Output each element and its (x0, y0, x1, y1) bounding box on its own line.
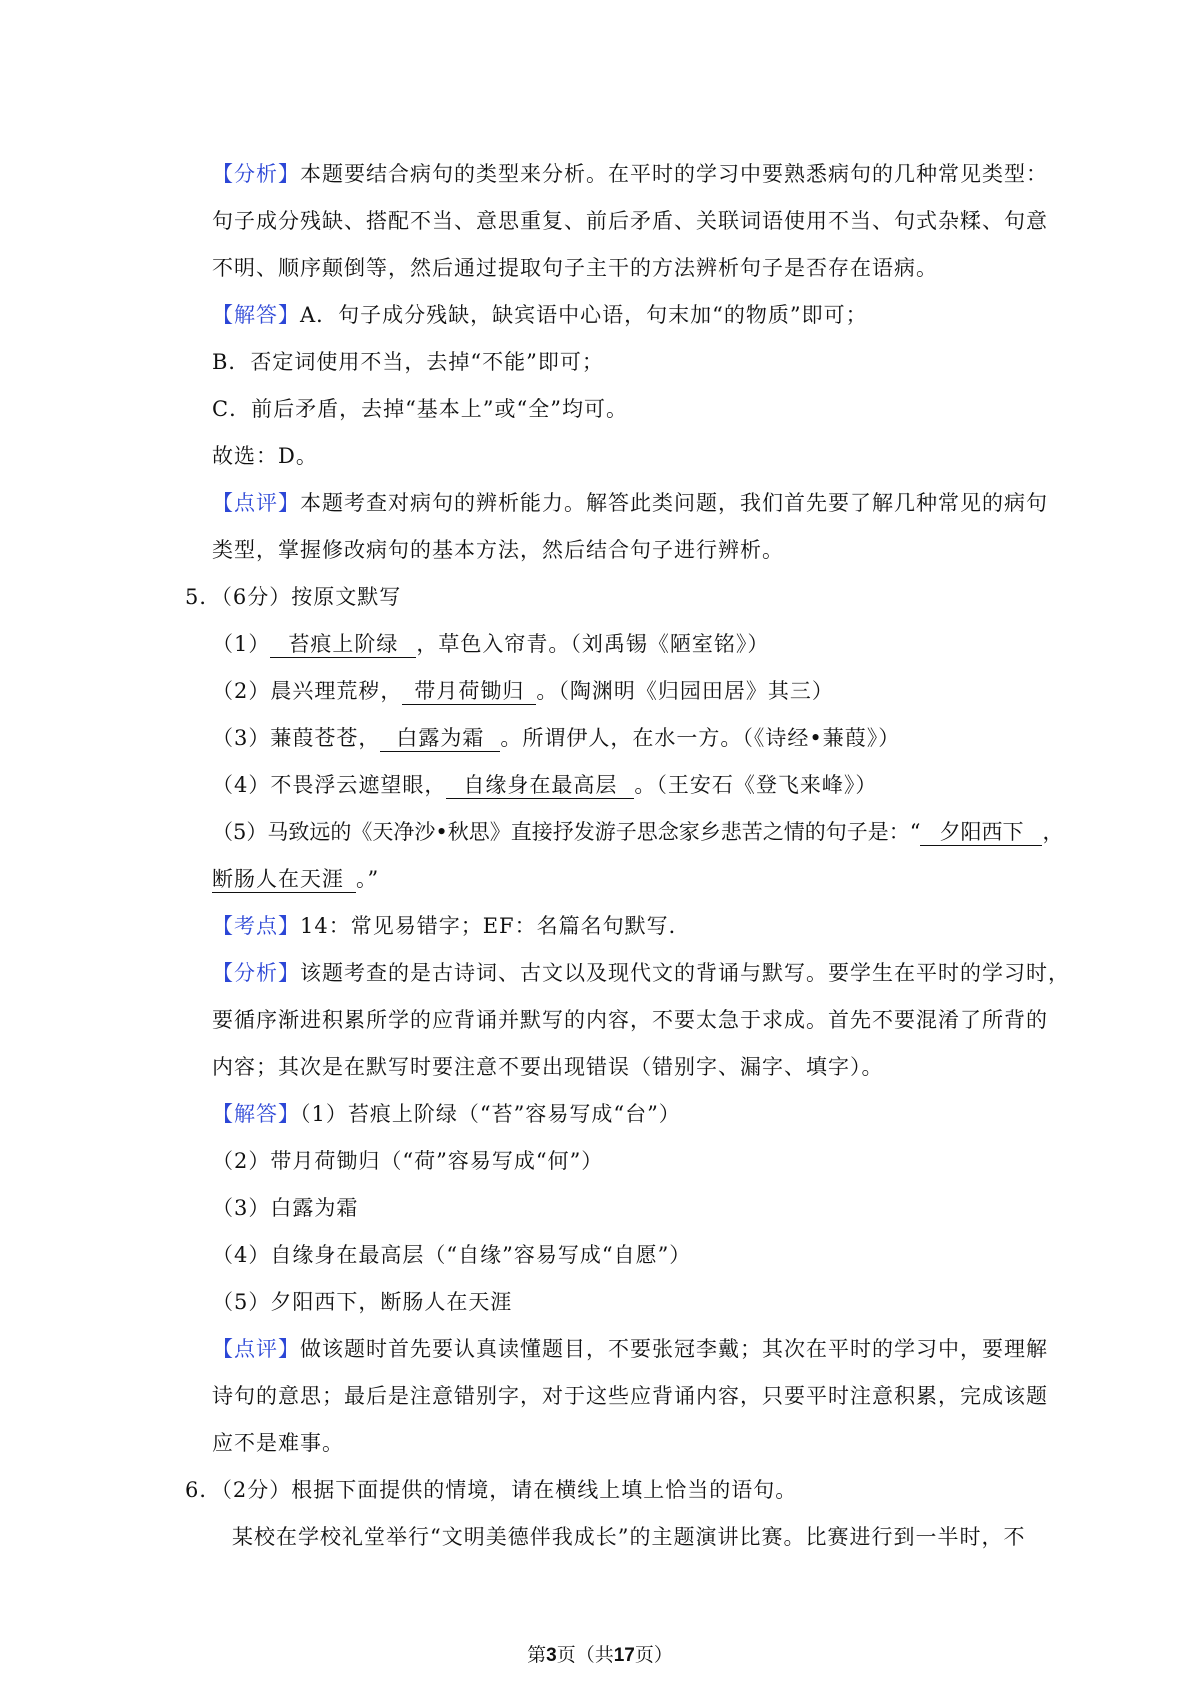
answer-tag: 【解答】 (212, 1102, 300, 1126)
analysis-tag: 【分析】 (212, 162, 300, 186)
page-total: 17 (613, 1645, 635, 1666)
q5-answer-blank-3: 白露为霜 (380, 725, 500, 752)
q4-answer-line-2: B．否定词使用不当，去掉“不能”即可； (212, 350, 604, 374)
q5-answer-blank-5b: 断肠人在天涯 (212, 866, 356, 893)
q5-item-5: （5）马致远的《天净沙•秋思》直接抒发游子思念家乡悲苦之情的句子是：“ 夕阳西下 ， (212, 820, 1064, 844)
q5-comment-line-2: 诗句的意思；最后是注意错别字，对于这些应背诵内容，只要平时注意积累，完成该题 (212, 1384, 1048, 1408)
q5-answer-blank-2: 带月荷锄归 (402, 678, 536, 705)
point-tag: 【考点】 (212, 914, 300, 938)
q5-comment-line-3: 应不是难事。 (212, 1431, 344, 1455)
q5-answer-line-5: （5）夕阳西下，断肠人在天涯 (212, 1290, 513, 1314)
page-number: 3 (546, 1645, 557, 1666)
q5-analysis-line-3: 内容；其次是在默写时要注意不要出现错误（错别字、漏字、填字）。 (212, 1055, 884, 1079)
q4-answer-line-3: C．前后矛盾，去掉“基本上”或“全”均可。 (212, 397, 629, 421)
q5-answer-blank-5a: 夕阳西下 (920, 819, 1042, 846)
q4-analysis-line-1: 【分析】本题要结合病句的类型来分析。在平时的学习中要熟悉病句的几种常见类型： (212, 162, 1048, 186)
q4-comment-line-1: 【点评】本题考查对病句的辨析能力。解答此类问题，我们首先要了解几种常见的病句 (212, 491, 1048, 515)
q4-answer-line-1: 【解答】A．句子成分残缺，缺宾语中心语，句末加“的物质”即可； (212, 303, 868, 327)
q5-item-2: （2）晨兴理荒秽， 带月荷锄归 。（陶渊明《归园田居》其三） (212, 679, 834, 703)
q5-stem: 5．（6分）按原文默写 (185, 585, 402, 609)
q5-analysis-line-1: 【分析】该题考查的是古诗词、古文以及现代文的背诵与默写。要学生在平时的学习时， (212, 961, 1070, 985)
q5-answer-line-3: （3）白露为霜 (212, 1196, 359, 1220)
answer-tag: 【解答】 (212, 303, 300, 327)
q5-answer-line-2: （2）带月荷锄归（“荷”容易写成“何”） (212, 1149, 604, 1173)
q4-analysis-line-3: 不明、顺序颠倒等，然后通过提取句子主干的方法辨析句子是否存在语病。 (212, 256, 938, 280)
q5-item-5-cont: 断肠人在天涯 。” (212, 867, 380, 891)
q5-analysis-line-2: 要循序渐进积累所学的应背诵并默写的内容，不要太急于求成。首先不要混淆了所背的 (212, 1008, 1048, 1032)
q5-answer-blank-4: 自缘身在最高层 (446, 772, 634, 799)
q5-item-1: （1） 苔痕上阶绿 ，草色入帘青。（刘禹锡《陋室铭》） (212, 632, 770, 656)
q4-answer-line-4: 故选：D。 (212, 444, 318, 468)
page-footer: 第3页（共17页） (527, 1644, 673, 1666)
analysis-tag: 【分析】 (212, 961, 300, 985)
q5-comment-line-1: 【点评】做该题时首先要认真读懂题目，不要张冠李戴；其次在平时的学习中，要理解 (212, 1337, 1048, 1361)
q5-answer-blank-1: 苔痕上阶绿 (270, 631, 416, 658)
q5-point-line: 【考点】14：常见易错字；EF：名篇名句默写． (212, 914, 691, 938)
q6-text: 某校在学校礼堂举行“文明美德伴我成长”的主题演讲比赛。比赛进行到一半时，不 (232, 1525, 1026, 1549)
comment-tag: 【点评】 (212, 1337, 300, 1361)
q5-item-4: （4）不畏浮云遮望眼， 自缘身在最高层 。（王安石《登飞来峰》） (212, 773, 878, 797)
q5-answer-line-1: 【解答】（1）苔痕上阶绿（“苔”容易写成“台”） (212, 1102, 681, 1126)
q5-answer-line-4: （4）自缘身在最高层（“自缘”容易写成“自愿”） (212, 1243, 692, 1267)
q4-comment-line-2: 类型，掌握修改病句的基本方法，然后结合句子进行辨析。 (212, 538, 784, 562)
q4-analysis-line-2: 句子成分残缺、搭配不当、意思重复、前后矛盾、关联词语使用不当、句式杂糅、句意 (212, 209, 1048, 233)
q6-stem: 6．（2分）根据下面提供的情境，请在横线上填上恰当的语句。 (185, 1478, 798, 1502)
q5-item-3: （3）蒹葭苍苍， 白露为霜 。所谓伊人，在水一方。（《诗经•蒹葭》） (212, 726, 901, 750)
comment-tag: 【点评】 (212, 491, 300, 515)
